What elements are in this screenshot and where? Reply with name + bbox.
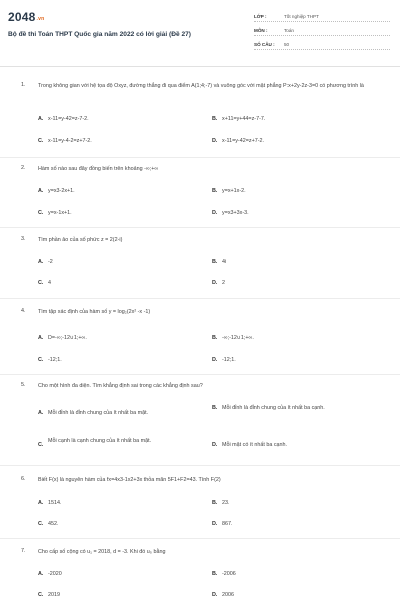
question-stem: Hàm số nào sau đây đồng biến trên khoảng -∞;+∞: [38, 166, 159, 172]
question-stem: Biết F(x) là nguyên hàm của fx=4x3-1x2+3x thỏa mãn 5F1+F2=43. Tính F(2): [38, 477, 221, 483]
question-stem: Trong không gian với hệ tọa độ Oxyz, đường thẳng đi qua điểm A(1;4;-7) và vuông góc với mặt phẳng P:x+2y-2z-3=0 có phương trình là: [38, 83, 364, 89]
info-key: SỐ CÂU :: [254, 42, 275, 47]
question-number: 1.: [21, 82, 26, 88]
question-number: 6.: [21, 476, 26, 482]
question-divider: [0, 298, 400, 299]
question-stem: Cho cấp số cộng có u₁ = 2018, d = -3. Khi đó u₅ bằng: [38, 549, 166, 555]
info-value: Tốt nghiệp THPT: [284, 14, 319, 19]
question-stem: Tìm tập xác định của hàm số y = log₂(2x² -x -1): [38, 309, 151, 315]
site-logo[interactable]: [8, 10, 44, 24]
question-number: 7.: [21, 548, 26, 554]
info-divider: [254, 21, 390, 22]
info-key: MÔN :: [254, 28, 268, 33]
logo-suffix: .vn: [36, 16, 45, 22]
question-divider: [0, 227, 400, 228]
info-divider: [254, 49, 390, 50]
question-divider: [0, 538, 400, 539]
question-divider: [0, 465, 400, 466]
page-header: [0, 0, 400, 62]
header-divider: [0, 66, 400, 67]
info-key: LỚP :: [254, 14, 267, 19]
question-divider: [0, 157, 400, 158]
question-stem: Cho một hình đa diện. Tìm khẳng định sai trong các khẳng định sau?: [38, 383, 203, 389]
info-value: Toán: [284, 28, 294, 33]
question-number: 2.: [21, 165, 26, 171]
info-value: 50: [284, 42, 290, 47]
exam-title: Bộ đề thi Toán THPT Quốc gia năm 2022 có lời giải (Đề 27): [8, 31, 191, 38]
question-divider: [0, 374, 400, 375]
question-number: 4.: [21, 308, 26, 314]
logo-text: 2048: [8, 10, 36, 24]
question-number: 5.: [21, 382, 26, 388]
question-stem: Tìm phần ảo của số phức z = 2(2-i): [38, 237, 123, 243]
info-divider: [254, 35, 390, 36]
question-number: 3.: [21, 236, 26, 242]
